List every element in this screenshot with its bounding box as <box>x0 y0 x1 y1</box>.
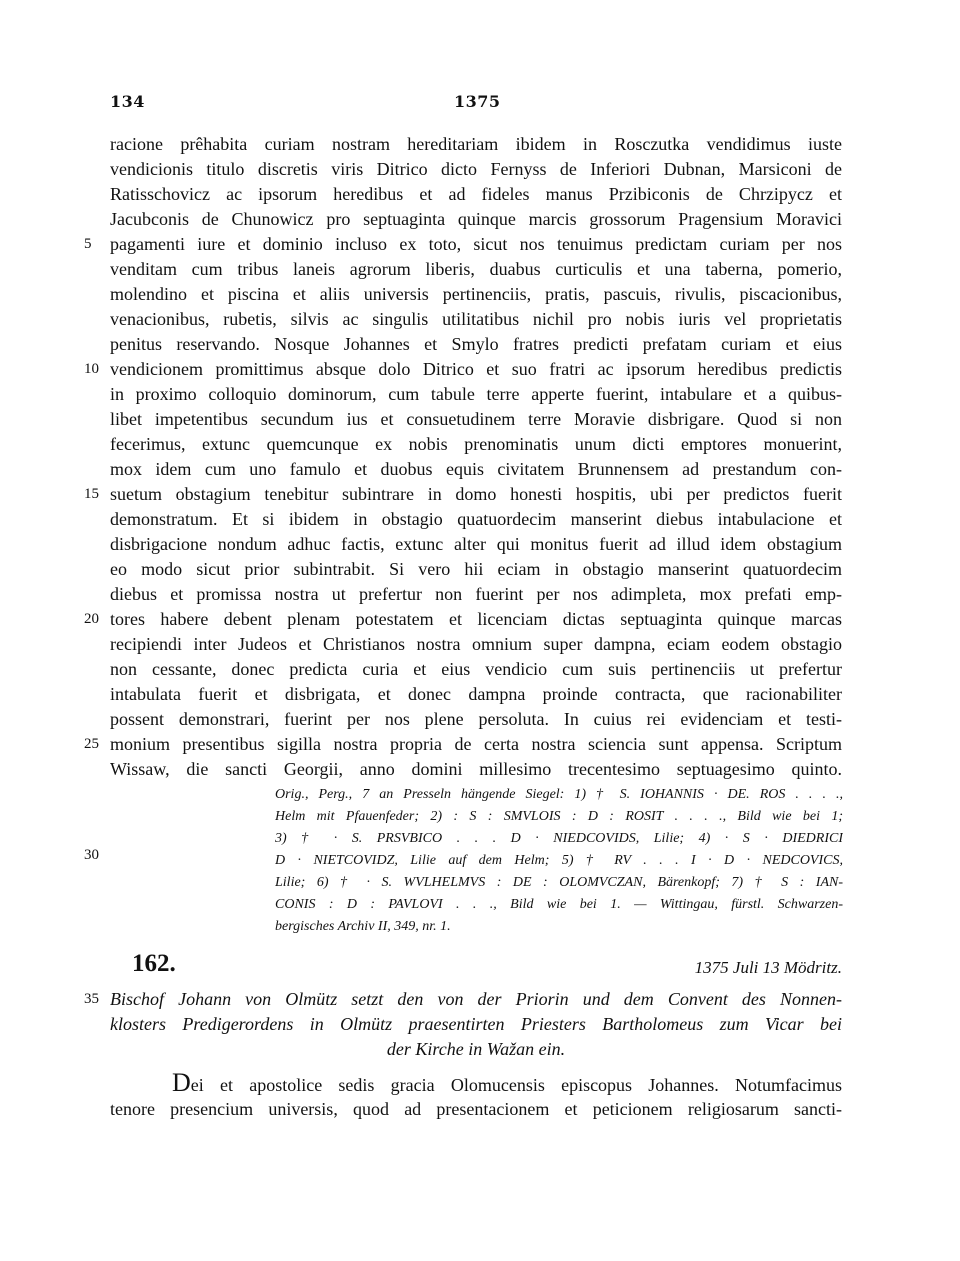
body-line: pagamenti iure et dominio incluso ex toto, sicut nos tenuimus predictam curiam per nos <box>110 234 842 254</box>
body-line: tores habere debent plenam potestatem et licenciam dictas septuaginta quinque marcas <box>110 609 842 629</box>
line-number: 20 <box>84 611 99 627</box>
body-line: intabulata fuerit et disbrigata, et donec dampna proinde contracta, que racionabiliter <box>110 684 842 704</box>
text-run: ei et apostolice sedis gracia Olomucensis episcopus Johannes. Notumfacimus <box>190 1075 842 1095</box>
regest-line: klosters Predigerordens in Olmütz praesentirten Priesters Bartholomeus zum Vicar bei <box>110 1014 842 1034</box>
body-line: vendicionis titulo discretis viris Ditrico dicto Fernyss de Inferiori Dubnan, Marsiconi de <box>110 159 842 179</box>
body-line: suetum obstagium tenebitur subintrare in domo honesti hospitis, ubi per predictos fuerit <box>110 484 842 504</box>
line-number: 30 <box>84 847 99 863</box>
line-number: 10 <box>84 361 99 377</box>
body-line: mox idem cum uno famulo et duobus equis civitatem Brunnensem ad prestandum con- <box>110 459 842 479</box>
note-line: D · NIETCOVIDZ, Lilie auf dem Helm; 5) † RV . . . I · D · NEDCOVICS, <box>275 853 843 868</box>
body-line: demonstratum. Et si ibidem in obstagio quatuordecim manserint diebus intabulacione et <box>110 509 842 529</box>
initial-letter: D <box>172 1068 191 1097</box>
body-line: vendicionem promittimus absque dolo Ditrico et suo fratri ac ipsorum heredibus predictis <box>110 359 842 379</box>
body-line: disbrigacione nondum adhuc factis, extunc alter qui monitus fuerit ad illud idem obstagium <box>110 534 842 554</box>
body-line: possent demonstrari, fuerint per nos plene persoluta. In cuius rei evidenciam et testi- <box>110 709 842 729</box>
body-line: Ratisschovicz ac ipsorum heredibus et ad fideles manus Przibiconis de Chrzipycz et <box>110 184 842 204</box>
body-line: non cessante, donec predicta curia et eius vendicio cum suis pertinenciis ut prefertur <box>110 659 842 679</box>
body-line: racione prêhabita curiam nostram hereditariam ibidem in Rosczutka vendidimus iuste <box>110 134 842 154</box>
document-date-place: 1375 Juli 13 Mödritz. <box>694 958 842 977</box>
document-number: 162. <box>132 950 176 977</box>
body-line: fecerimus, extunc quemcunque ex nobis prenominatis unum dicti emptores monuerint, <box>110 434 842 454</box>
document-text-line: tenore presencium universis, quod ad presentacionem et peticionem religiosarum sancti- <box>110 1099 842 1119</box>
note-line: 3) † · S. PRSVBICO . . . D · NIEDCOVIDS, Lilie; 4) · S · DIEDRICI <box>275 831 843 846</box>
line-number: 5 <box>84 236 92 252</box>
page-number: 134 <box>110 92 145 111</box>
body-line: eo modo sicut prior subintrabit. Si vero hii eciam in obstagio manserint quatuordecim <box>110 559 842 579</box>
line-number: 15 <box>84 486 99 502</box>
body-line: molendino et piscina et aliis universis pertinenciis, pratis, pascuis, rivulis, piscacionibus, <box>110 284 842 304</box>
body-line: libet impetentibus secundum ius et consuetudinem terre Moravie disbrigare. Quod si non <box>110 409 842 429</box>
note-line: Lilie; 6) † · S. WVLHELMVS : DE : OLOMVCZAN, Bärenkopf; 7) † S : IAN- <box>275 875 843 890</box>
year-header: 1375 <box>454 92 501 111</box>
note-line: bergisches Archiv II, 349, nr. 1. <box>275 919 451 934</box>
body-line: monium presentibus sigilla nostra propria de certa nostra sciencia sunt appensa. Scriptum <box>110 734 842 754</box>
note-line: Orig., Perg., 7 an Presseln hängende Siegel: 1) † S. IOHANNIS · DE. ROS . . . ., <box>275 787 843 802</box>
body-line: recipiendi inter Judeos et Christianos nostra omnium super dampna, eciam eodem obstagio <box>110 634 842 654</box>
body-line: penitus reservando. Nosque Johannes et Smylo fratres predicti prefatam curiam et eius <box>110 334 842 354</box>
line-number: 25 <box>84 736 99 752</box>
body-line: venditam cum tribus laneis agrorum liberis, duabus curticulis et una taberna, pomerio, <box>110 259 842 279</box>
note-line: CONIS : D : PAVLOVI . . ., Bild wie bei 1. — Wittingau, fürstl. Schwarzen- <box>275 897 843 912</box>
body-line: in proximo colloquio dominorum, cum tabule terre apperte fuerint, intabulare et a quibus- <box>110 384 842 404</box>
body-line: venacionibus, rubetis, silvis ac singulis utilitatibus nichil pro nobis iuris vel proprietatis <box>110 309 842 329</box>
note-line: Helm mit Pfauenfeder; 2) : S : SMVLOIS : D : ROSIT . . . ., Bild wie bei 1; <box>275 809 843 824</box>
document-text-line <box>172 1070 842 1096</box>
regest-line: der Kirche in Wažan ein. <box>386 1039 566 1059</box>
line-number: 35 <box>84 991 99 1007</box>
body-line: Wissaw, die sancti Georgii, anno domini millesimo trecentesimo septuagesimo quinto. <box>110 759 842 779</box>
body-line: diebus et promissa nostra ut prefertur non fuerint per nos adimpleta, mox prefati emp- <box>110 584 842 604</box>
body-line: Jacubconis de Chunowicz pro septuaginta quinque marcis grossorum Pragensium Moravici <box>110 209 842 229</box>
regest-line: Bischof Johann von Olmütz setzt den von der Priorin und dem Convent des Nonnen- <box>110 989 842 1009</box>
